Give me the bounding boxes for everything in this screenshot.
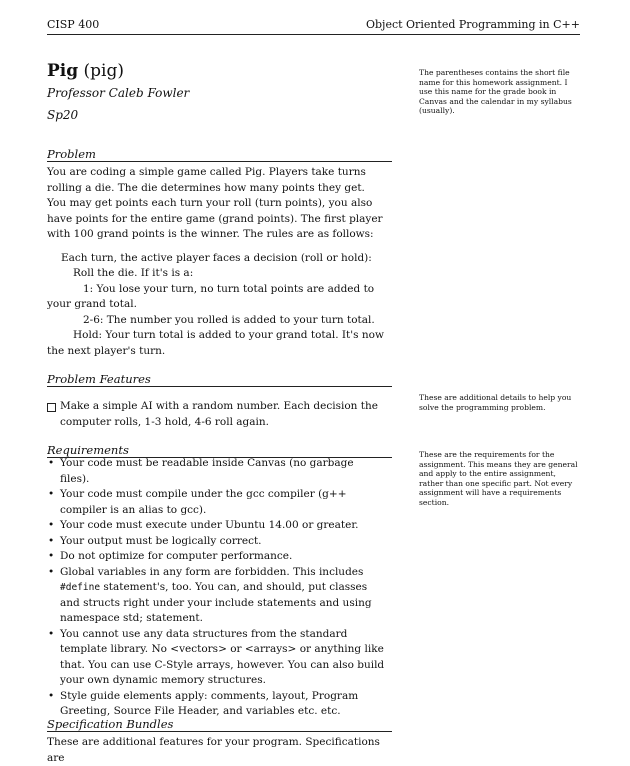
rule-other: 2-6: The number you rolled is added to your turn total.	[83, 313, 375, 326]
list-item: • Your code must be readable inside Canvas (no garbage files).	[47, 456, 385, 487]
sidenote-features: These are additional details to help you solve the programming problem.	[419, 393, 572, 412]
sidenote-requirements: These are the requirements for the assignment. This means they are general and apply to the entire assignment, rather than one specific part. Not every assignment will have a requirements section.	[419, 450, 578, 507]
short-name: (pig)	[83, 61, 125, 81]
section-heading-features: Problem Features	[47, 372, 392, 387]
professor-name: Professor Caleb Fowler	[47, 86, 190, 100]
problem-body	[47, 165, 385, 359]
list-item: • Your code must execute under Ubuntu 14.00 or greater.	[47, 518, 385, 534]
spec-intro: These are additional features for your program. Specifications are	[47, 736, 380, 764]
rule-one: 1: You lose your turn, no turn total points are added to your grand total.	[47, 282, 375, 310]
sidenote-title: The parentheses contains the short file name for this homework assignment. I use this name for the grade book in Canvas and the calendar in my syllabus (usually).	[419, 68, 572, 116]
code-define: #define	[60, 582, 101, 593]
section-heading-requirements: Requirements	[47, 443, 392, 458]
course-subject: Object Oriented Programming in C++	[365, 18, 580, 31]
title-block	[47, 60, 385, 126]
requirements-list	[47, 456, 385, 720]
rule-hold: Hold: Your turn total is added to your grand total. It's now the next player's turn.	[47, 329, 384, 357]
list-item: • Style guide elements apply: comments, layout, Program Greeting, Source File Header, and variables etc. etc.	[47, 689, 385, 720]
running-header	[47, 18, 580, 35]
features-list	[47, 399, 385, 430]
list-item: • Global variables in any form are forbidden. This includes #define statement's, too. You can, and should, put classes and structs right under your include statements and using namespace std; statement.	[47, 565, 385, 627]
list-item: • You cannot use any data structures from the standard template library. No <vectors> or <arrays> or anything like that. You can use C-Style arrays, however. You can also build your own dynamic memory structures.	[47, 627, 385, 689]
list-item: • Your output must be logically correct.	[47, 534, 385, 550]
problem-intro: You are coding a simple game called Pig. Players take turns rolling a die. The die determines how many points they get. You may get points each turn your roll (turn points), you also have points for the entire game (grand points). The first player with 100 grand points is the winner. The rules are as follows:	[47, 166, 383, 240]
course-code: CISP 400	[47, 18, 100, 31]
list-item: Make a simple AI with a random number. Each decision the computer rolls, 1-3 hold, 4-6 roll again.	[47, 399, 385, 430]
list-item: • Do not optimize for computer performance.	[47, 549, 385, 565]
assignment-title: Pig (pig)	[47, 61, 125, 81]
rule-turn: Each turn, the active player faces a decision (roll or hold):	[61, 251, 372, 264]
section-heading-spec-bundles: Specification Bundles	[47, 717, 392, 732]
term: Sp20	[47, 108, 79, 122]
rule-roll: Roll the die. If it's is a:	[73, 267, 194, 279]
list-item: • Your code must compile under the gcc compiler (g++ compiler is an alias to gcc).	[47, 487, 385, 518]
section-heading-problem: Problem	[47, 147, 392, 162]
checkbox-icon	[47, 403, 56, 412]
